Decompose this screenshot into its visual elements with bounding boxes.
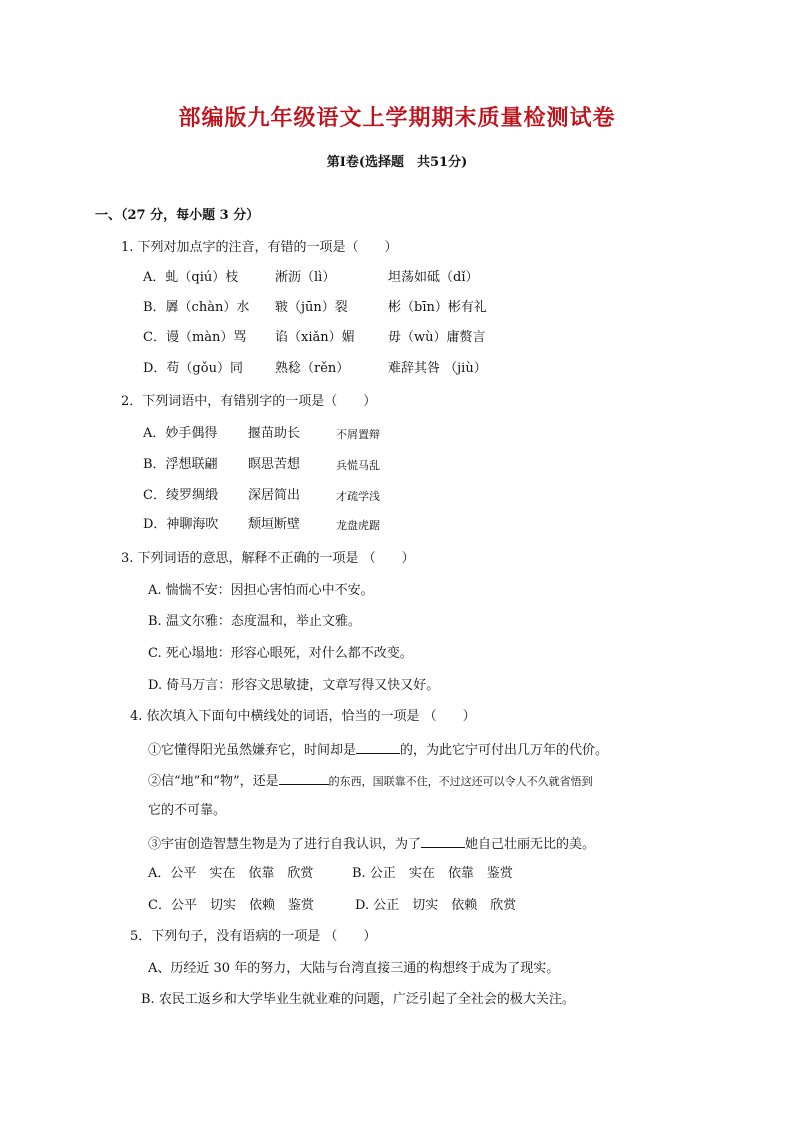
q4-sentence-1-end: 的，为此它宁可付出几万年的代价。 <box>400 743 609 758</box>
q4-stem: 4. 依次填入下面句中横线处的词语，恰当的一项是 （ ） <box>130 709 476 724</box>
q5-option-b: B. 农民工返乡和大学毕业生就业难的问题，广泛引起了全社会的极大关注。 <box>141 992 575 1007</box>
q3-option-a: A. 惴惴不安：因担心害怕而心中不安。 <box>148 583 374 598</box>
q4-sentence-3-start: ③宇宙创造智慧生物是为了进行自我认识，为了 <box>148 837 422 852</box>
q4-sentence-2 <box>148 772 593 790</box>
q4-sentence-1-start: ①它懂得阳光虽然嫌弃它，时间却是 <box>148 743 357 758</box>
q2-option-a-1: A．妙手偶得 <box>143 426 218 441</box>
q4-sentence-2-continued: 它的不可靠。 <box>148 803 227 818</box>
exam-subtitle: 第Ⅰ卷(选择题 共51分) <box>326 155 468 170</box>
q1-option-b-2: 皲（jūn）裂 <box>275 300 348 315</box>
q3-option-c: C. 死心塌地：形容心眼死，对什么都不改变。 <box>148 646 413 661</box>
q2-stem: 2．下列词语中，有错别字的一项是（ ） <box>121 394 377 409</box>
q4-option-b: B. 公正 实在 依靠 鉴赏 <box>352 866 513 881</box>
q4-sentence-2-end: 的东西，国联靠不住，不过这还可以令人不久就省悟到 <box>328 775 593 788</box>
q1-option-b-3: 彬（bīn）彬有礼 <box>388 300 487 315</box>
section-heading: 一、（27 分，每小题 3 分） <box>95 208 260 223</box>
q2-option-d-2: 颓垣断壁 <box>248 517 301 532</box>
q5-option-a: A、历经近 30 年的努力，大陆与台湾直接三通的构想终于成为了现实。 <box>148 961 560 976</box>
q1-option-d-1: D．苟（gǒu）同 <box>143 361 243 376</box>
q2-option-b-1: B．浮想联翩 <box>143 457 218 472</box>
q1-option-c-1: C．谩（màn）骂 <box>143 330 247 345</box>
q4-sentence-1 <box>148 741 608 759</box>
q4-sentence-3-end: 她自己壮丽无比的美。 <box>465 837 596 852</box>
q1-option-a-2: 淅沥（lì） <box>275 270 336 285</box>
q1-option-d-2: 熟稔（rěn） <box>275 361 350 376</box>
q4-sentence-3 <box>148 835 595 853</box>
q2-option-c-2: 深居简出 <box>248 488 301 503</box>
q2-option-d-1: D．神聊海吹 <box>143 517 219 532</box>
q3-option-d: D. 倚马万言：形容文思敏捷，文章写得又快又好。 <box>148 678 440 693</box>
q2-option-d-3: 龙盘虎踞 <box>336 519 380 532</box>
q2-option-a-2: 揠苗助长 <box>248 426 301 441</box>
q1-option-c-3: 毋（wù）庸赘言 <box>388 330 486 345</box>
answer-blank <box>421 835 465 848</box>
q4-sentence-2-start: ②信“地”和“物”，还是 <box>148 774 279 789</box>
q2-option-b-2: 瞑思苦想 <box>248 457 301 472</box>
q4-option-c: C．公平 切实 依赖 鉴赏 <box>148 898 314 913</box>
q2-option-c-3: 才疏学浅 <box>336 490 380 503</box>
q4-option-d: D. 公正 切实 依赖 欣赏 <box>355 898 517 913</box>
q2-option-a-3: 不屑置辩 <box>336 428 380 441</box>
answer-blank <box>279 772 329 785</box>
q3-option-b: B. 温文尔雅：态度温和，举止文雅。 <box>148 614 361 629</box>
q2-option-c-1: C．绫罗绸缎 <box>143 488 218 503</box>
answer-blank <box>356 741 400 754</box>
exam-title: 部编版九年级语文上学期期末质量检测试卷 <box>178 105 616 131</box>
q3-stem: 3. 下列词语的意思，解释不正确的一项是 （ ） <box>121 551 415 566</box>
q1-option-c-2: 谄（xiǎn）媚 <box>275 330 355 345</box>
q1-option-a-3: 坦荡如砥（dǐ） <box>388 270 479 285</box>
q5-stem: 5．下列句子，没有语病的一项是 （ ） <box>130 929 377 944</box>
q1-stem: 1. 下列对加点字的注音，有错的一项是（ ） <box>121 240 398 255</box>
q1-option-d-3: 难辞其咎 （jiù） <box>388 361 487 376</box>
q1-option-a-1: A．虬（qiú）枝 <box>143 270 239 285</box>
q1-option-b-1: B．羼（chàn）水 <box>143 300 250 315</box>
q2-option-b-3: 兵慌马乱 <box>336 459 380 472</box>
q4-option-a: A．公平 实在 依靠 欣赏 <box>148 866 314 881</box>
